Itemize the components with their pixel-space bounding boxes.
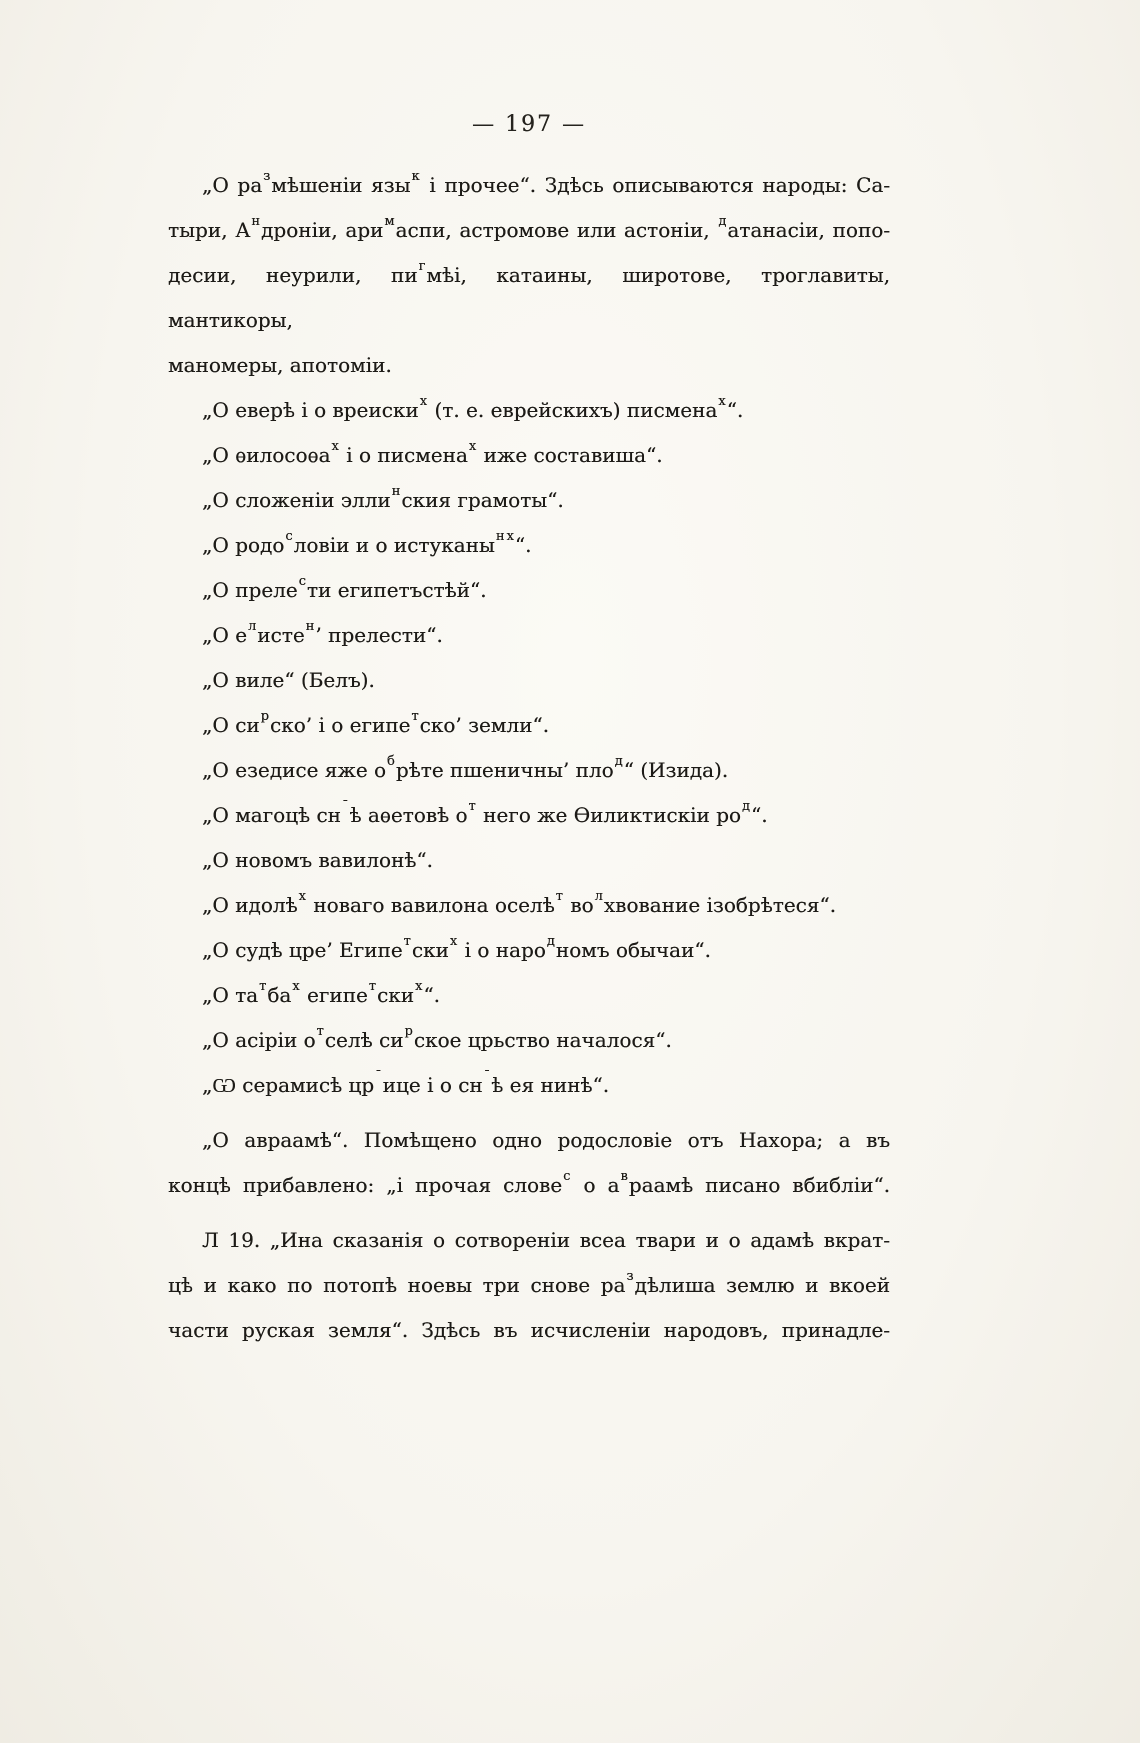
text-segment: ѣ ея нинѣ“. <box>491 1073 610 1097</box>
text-segment: “. <box>750 803 768 827</box>
text-segment: мѣі, катаины, широтове, троглавиты, мантикоры, <box>168 263 891 332</box>
text-segment: “. <box>514 533 532 557</box>
text-segment: ице і о сн <box>382 1073 483 1097</box>
text-segment: дроніи, ари <box>261 218 384 242</box>
text-segment: ско’ земли“. <box>419 713 549 737</box>
text-line: десии, неурили, пигмѣі, катаины, широтове, троглавиты, мантикоры, <box>168 259 891 332</box>
text-segment: ’ прелести“. <box>315 623 443 647</box>
text-segment: мѣшеніи язы <box>271 173 411 197</box>
text-segment: номъ обычаи“. <box>555 938 711 962</box>
text-segment: маномеры, апотоміи. <box>168 353 392 377</box>
text-line: „О ѳилосоѳах і о писменах иже составиша“. <box>202 439 663 467</box>
text-segment: і прочее“. Здѣсь описываются народы: Са- <box>420 173 891 197</box>
text-segment: і о наро <box>458 938 546 962</box>
text-segment: „О судѣ цре’ Египе <box>202 938 403 962</box>
text-line: концѣ прибавлено: „і прочая словес о авраамѣ писано вбибліи“. <box>168 1169 890 1197</box>
text-segment: “. <box>726 398 744 422</box>
text-segment: Л 19. „Ина сказанія о сотвореніи всеа твари и о адамѣ вкрат- <box>202 1228 890 1252</box>
text-segment: исте <box>257 623 305 647</box>
text-segment: „О езедисе яже о <box>202 758 386 782</box>
text-segment: ски <box>411 938 449 962</box>
text-segment: „О идолѣ <box>202 893 298 917</box>
text-segment: „О ра <box>202 173 263 197</box>
text-segment: аспи, астромове или астоніи, <box>395 218 718 242</box>
text-line <box>168 1218 890 1263</box>
text-segment: ски <box>377 983 415 1007</box>
text-segment: ловіи и о истуканы <box>293 533 495 557</box>
text-line: „О судѣ цре’ Египетских і о народномъ обычаи“. <box>202 934 711 962</box>
text-line <box>168 343 890 388</box>
text-segment: „О си <box>202 713 260 737</box>
text-line: „О асіріи отселѣ сирское црьство началося“. <box>202 1024 672 1052</box>
text-segment: „О та <box>202 983 259 1007</box>
text-segment: „О новомъ вавилонѣ“. <box>202 848 433 872</box>
text-line: „О родословіи и о истуканын х“. <box>202 529 532 557</box>
text-segment: ти египетъстѣй“. <box>306 578 487 602</box>
text-line: „О елистен’ прелести“. <box>202 619 443 647</box>
text-segment: ско’ і о египе <box>269 713 411 737</box>
text-segment: „О ѳилосоѳа <box>202 443 331 467</box>
text-segment: “ (Изида). <box>623 758 729 782</box>
text-segment: дѣлиша землю и вкоей <box>634 1273 891 1297</box>
text-line: „О размѣшеніи язык і прочее“. Здѣсь описываются народы: Са- <box>202 169 891 197</box>
text-segment: „О виле“ (Белъ). <box>202 668 375 692</box>
text-segment: иже составиша“. <box>477 443 663 467</box>
text-segment: египе <box>300 983 368 1007</box>
text-segment: „О магоцѣ сн <box>202 803 341 827</box>
text-segment: него же Ѳиликтискіи ро <box>476 803 741 827</box>
text-line: тыри, Андроніи, аримаспи, астромове или астоніи, датанасіи, попо- <box>168 214 891 242</box>
text-segment: хвование ізобрѣтеся“. <box>603 893 836 917</box>
text-segment: ба <box>267 983 292 1007</box>
text-line: „О сложеніи эллинския грамоты“. <box>202 484 564 512</box>
text-line: „О прелести египетъстѣй“. <box>202 574 487 602</box>
text-segment: селѣ си <box>324 1028 404 1052</box>
text-segment: концѣ прибавлено: „і прочая слове <box>168 1173 563 1197</box>
text-segment: о а <box>571 1173 620 1197</box>
text-segment: части руская земля“. Здѣсь въ исчисленіи народовъ, принадле- <box>168 1318 890 1342</box>
text-segment: „О авраамѣ“. Помѣщено одно родословіе отъ Нахора; а въ <box>202 1128 890 1152</box>
text-segment: „О еверѣ і о вреиски <box>202 398 419 422</box>
text-segment: тыри, А <box>168 218 251 242</box>
page-content <box>168 112 890 1353</box>
text-segment: (т. е. еврейскихъ) писмена <box>428 398 718 422</box>
text-line: „О идолѣх новаго вавилона оселѣт волхвование ізобрѣтеся“. <box>202 889 836 917</box>
text-line <box>168 658 890 703</box>
text-line: „О еверѣ і о вреиских (т. е. еврейскихъ) писменах“. <box>202 394 744 422</box>
text-segment: десии, неурили, пи <box>168 263 418 287</box>
text-segment: ѣ аѳетовѣ о <box>349 803 468 827</box>
text-segment: „О сложеніи элли <box>202 488 391 512</box>
text-segment: рѣте пшеничны’ пло <box>395 758 614 782</box>
text-block <box>168 163 890 1353</box>
text-segment: і о писмена <box>339 443 468 467</box>
text-line <box>168 838 890 883</box>
text-line: „О езедисе яже обрѣте пшеничны’ плод“ (Изида). <box>202 754 729 782</box>
page-number: — 197 — <box>472 112 586 137</box>
text-segment: новаго вавилона оселѣ <box>306 893 555 917</box>
text-line: цѣ и како по потопѣ ноевы три снове раздѣлиша землю и вкоей <box>168 1269 891 1297</box>
text-line: „О сирско’ і о египетско’ земли“. <box>202 709 549 737</box>
text-segment: цѣ и како по потопѣ ноевы три снове ра <box>168 1273 626 1297</box>
text-segment: „О родо <box>202 533 285 557</box>
text-segment: „О е <box>202 623 247 647</box>
text-segment: „О асіріи о <box>202 1028 316 1052</box>
text-line <box>168 1308 890 1353</box>
text-segment: „Ѡ серамисѣ цр <box>202 1073 375 1097</box>
text-line: „О татбах египетских“. <box>202 979 440 1007</box>
text-segment: во <box>563 893 594 917</box>
text-segment: ския грамоты“. <box>401 488 564 512</box>
text-segment: ское црьство началося“. <box>413 1028 672 1052</box>
text-line <box>168 1118 890 1163</box>
text-segment: атанасіи, попо- <box>727 218 891 242</box>
text-line: „О магоцѣ снˉѣ аѳетовѣ от него же Ѳиликтискіи род“. <box>202 799 768 827</box>
text-segment: „О преле <box>202 578 298 602</box>
text-segment: “. <box>423 983 440 1007</box>
text-segment: раамѣ писано вбибліи“. <box>628 1173 890 1197</box>
text-line: „Ѡ серамисѣ црˉице і о снˉѣ ея нинѣ“. <box>202 1069 610 1097</box>
